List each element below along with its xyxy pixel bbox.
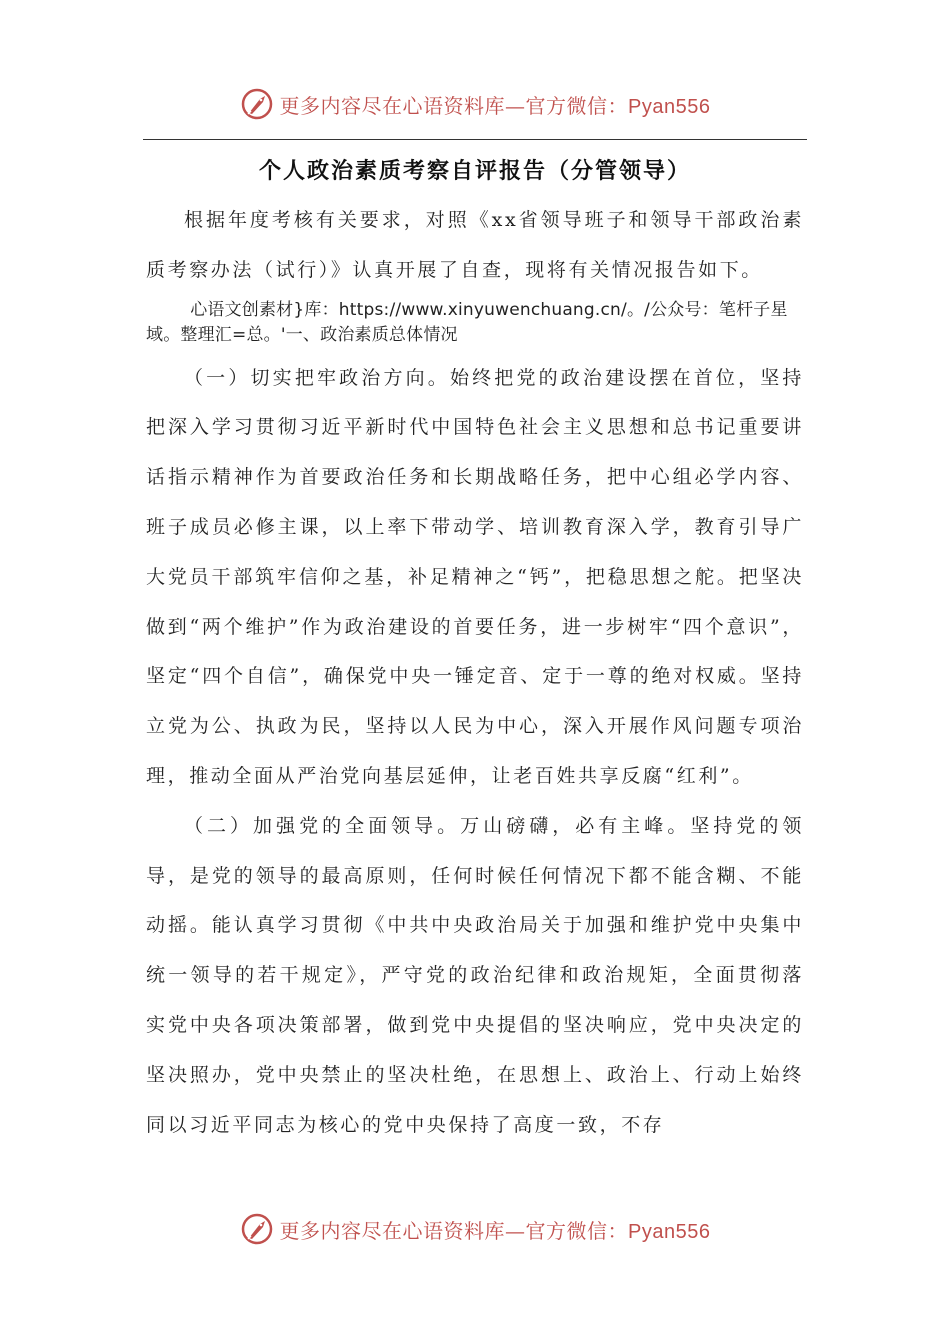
footer-banner-wechat-label: 官方微信： xyxy=(525,1218,629,1243)
source-note: 心语文创素材}库：https://www.xinyuwenchuang.cn/。/公众号：笔杆子星域。整理汇=总。'一、政治素质总体情况 xyxy=(146,299,788,345)
footer-banner-slogan: 更多内容尽在心语资料库 xyxy=(279,1218,506,1243)
section-2-paragraph: （二）加强党的全面领导。万山磅礴，必有主峰。坚持党的领导，是党的领导的最高原则，任何时候任何情况下都不能含糊、不能动摇。能认真学习贯彻《中共中央政治局关于加强和维护党中央集中统一领导的若干规定》，严守党的政治纪律和政治规矩，全面贯彻落实党中央各项决策部署，做到党中央提倡的坚决响应，党中央决定的坚决照办，党中央禁止的坚决杜绝，在思想上、政治上、行动上始终同以习近平同志为核心的党中央保持了高度一致，不存 xyxy=(146,814,804,1136)
header-banner-slogan: 更多内容尽在心语资料库 xyxy=(279,93,506,118)
header-banner-inner xyxy=(240,87,711,121)
header-banner-separator: — xyxy=(505,93,526,118)
footer-banner-inner xyxy=(240,1212,711,1246)
section-1-paragraph: （一）切实把牢政治方向。始终把党的政治建设摆在首位，坚持把深入学习贯彻习近平新时代中国特色社会主义思想和总书记重要讲话指示精神作为首要政治任务和长期战略任务，把中心组必学内容、班子成员必修主课，以上率下带动学、培训教育深入学，教育引导广大党员干部筑牢信仰之基，补足精神之“钙”，把稳思想之舵。把坚决做到“两个维护”作为政治建设的首要任务，进一步树牢“四个意识”，坚定“四个自信”，确保党中央一锤定音、定于一尊的绝对权威。坚持立党为公、执政为民，坚持以人民为中心，深入开展作风问题专项治理，推动全面从严治党向基层延伸，让老百姓共享反腐“红利”。 xyxy=(146,366,804,787)
footer-banner xyxy=(0,1205,950,1253)
footer-banner-separator: — xyxy=(505,1218,526,1243)
header-rule xyxy=(143,139,807,140)
intro-paragraph: 根据年度考核有关要求，对照《xx省领导班子和领导干部政治素质考察办法（试行）》认真开展了自查，现将有关情况报告如下。 xyxy=(146,209,804,281)
footer-banner-text xyxy=(280,1215,711,1244)
header-banner-text xyxy=(280,90,711,119)
document-body xyxy=(146,196,804,1150)
pen-nib-logo-icon xyxy=(240,87,274,121)
footer-banner-handle: Pyan556 xyxy=(628,1220,711,1243)
document-title: 个人政治素质考察自评报告（分管领导） xyxy=(258,158,691,184)
header-banner xyxy=(0,80,950,128)
header-banner-wechat-label: 官方微信： xyxy=(525,93,629,118)
header-banner-handle: Pyan556 xyxy=(628,95,711,118)
pen-nib-logo-icon xyxy=(240,1212,274,1246)
